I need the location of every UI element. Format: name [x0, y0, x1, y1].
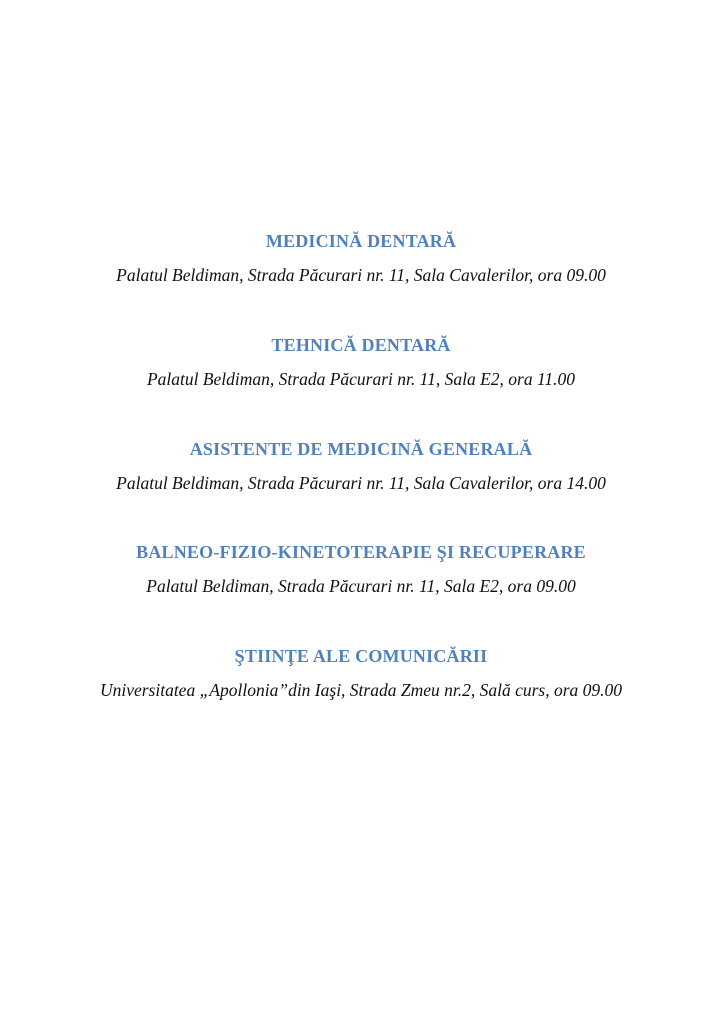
- location-detail: Palatul Beldiman, Strada Păcurari nr. 11, Sala Cavalerilor, ora 09.00: [116, 265, 606, 285]
- location-detail: Palatul Beldiman, Strada Păcurari nr. 11, Sala E2, ora 11.00: [146, 369, 576, 389]
- section-title: MEDICINĂ DENTARĂ: [265, 231, 457, 251]
- location-detail: Palatul Beldiman, Strada Păcurari nr. 11, Sala Cavalerilor, ora 14.00: [116, 473, 606, 493]
- schedule-entry-stiinte-ale-comunicarii: [0, 645, 722, 701]
- section-title: ASISTENTE DE MEDICINĂ GENERALĂ: [189, 439, 533, 459]
- schedule-entry-balneo-fizio-kinetoterapie: [0, 541, 722, 597]
- schedule-entry-medicina-dentara: [0, 230, 722, 286]
- location-detail: Universitatea „Apollonia”din Iaşi, Strada Zmeu nr.2, Sală curs, ora 09.00: [99, 680, 623, 700]
- section-title: BALNEO-FIZIO-KINETOTERAPIE ŞI RECUPERARE: [136, 542, 586, 562]
- section-title: TEHNICĂ DENTARĂ: [271, 335, 451, 355]
- section-title: ŞTIINŢE ALE COMUNICĂRII: [234, 646, 488, 666]
- location-detail: Palatul Beldiman, Strada Păcurari nr. 11, Sala E2, ora 09.00: [146, 576, 576, 596]
- schedule-entry-tehnica-dentara: [0, 334, 722, 390]
- schedule-entry-asistente-medicina-generala: [0, 438, 722, 494]
